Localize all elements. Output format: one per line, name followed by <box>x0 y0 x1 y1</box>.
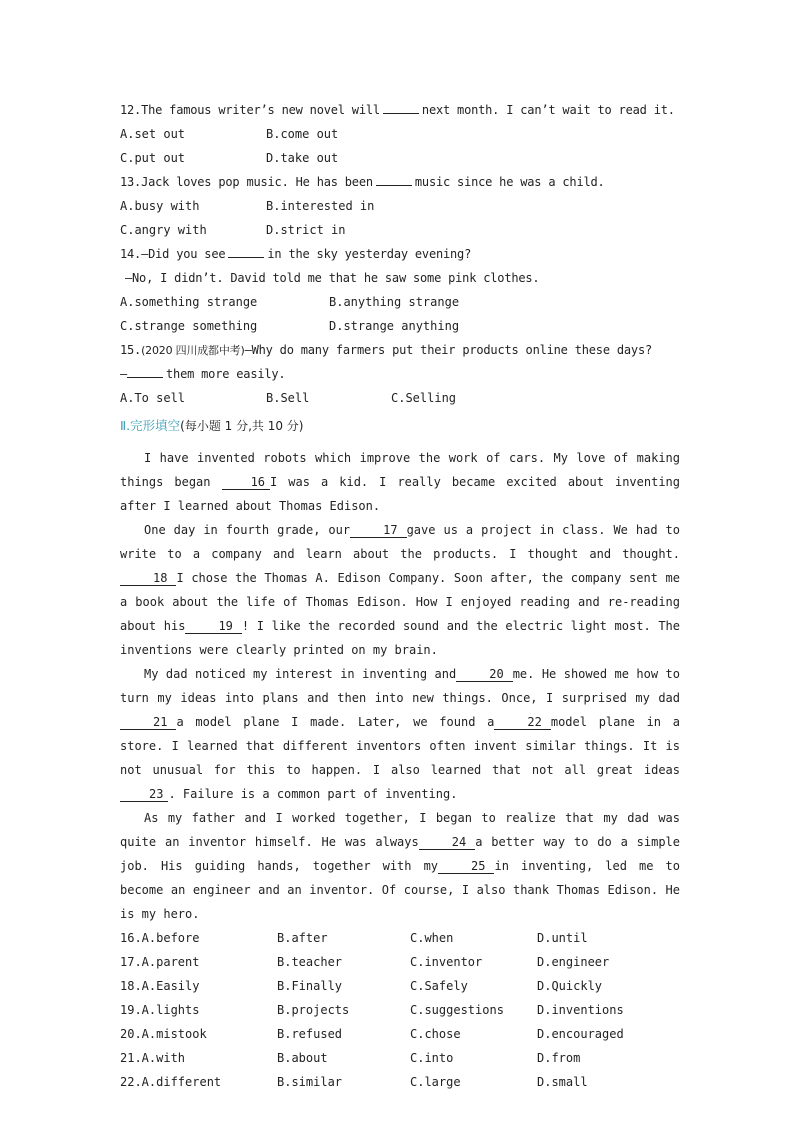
passage-paragraph-2: One day in fourth grade, our 17 gave us a project in class. We had to write to a company and learn about the products. I thought and thought.18 I chose the Thomas A. Edison Company. Soon after, the company sent me a book about the life of Thomas Edison. How I enjoyed reading and re-reading about his 19 ! I like the recorded sound and the electric light most. The inventions were clearly printed on my brain. <box>120 523 681 657</box>
choice: D.small <box>537 1075 588 1089</box>
option: C.strange something <box>120 319 258 333</box>
choice: 21.A.with <box>120 1051 186 1065</box>
section-title: Ⅱ.完形填空 <box>120 418 181 433</box>
section-heading <box>120 414 680 438</box>
answer-blank <box>376 171 412 186</box>
passage-paragraph-3: My dad noticed my interest in inventing and 20 me. He showed me how to turn my ideas into plans and then into new things. Once, I surprised my dad21 a model plane I made. Later, we found a 22 model plane in a store. I learned that different inventors often invent similar things. It is not unusual for this to happen. I also learned that not all great ideas23 . Failure is a common part of inventing. <box>120 667 681 801</box>
options-row <box>120 386 680 410</box>
source-label: (2020 四川成都中考) <box>141 344 245 357</box>
question-14-reply: —No, I didn’t. David told me that he saw some pink clothes. <box>125 271 540 285</box>
choice: C.when <box>410 931 454 945</box>
choice: D.Quickly <box>537 979 603 993</box>
choices-grid <box>120 926 680 1094</box>
passage-paragraph-1: I have invented robots which improve the work of cars. My love of making things began 16 I was a kid. I really became excited about inventing after I learned about Thomas Edison. <box>120 451 680 513</box>
choice: D.inventions <box>537 1003 624 1017</box>
option: B.interested in <box>266 199 375 213</box>
option: D.strict in <box>266 223 346 237</box>
choice: C.inventor <box>410 955 483 969</box>
choice: D.until <box>537 931 588 945</box>
answer-blank <box>228 243 264 258</box>
worksheet-page <box>120 98 680 1094</box>
choice: 16.A.before <box>120 931 200 945</box>
answer-blank <box>383 99 419 114</box>
blank-17: 17 <box>350 523 406 538</box>
question-15-line2: — them more easily. <box>120 362 680 386</box>
choice: B.about <box>277 1051 328 1065</box>
question-14: 14.—Did you see in the sky yesterday evening? <box>120 242 680 266</box>
options-row <box>120 314 680 338</box>
blank-23: 23 <box>120 787 168 802</box>
question-12: 12.The famous writer’s new novel will next month. I can’t wait to read it. <box>120 98 680 122</box>
blank-20: 20 <box>456 667 512 682</box>
choice: D.engineer <box>537 955 610 969</box>
options-row <box>120 218 680 242</box>
section-note: (每小题 1 分,共 10 分) <box>180 419 304 433</box>
blank-18: 18 <box>120 571 176 586</box>
question-15: 15.(2020 四川成都中考)—Why do many farmers put their products online these days? <box>120 343 652 357</box>
blank-25: 25 <box>438 859 494 874</box>
choice: 18.A.Easily <box>120 979 200 993</box>
options-row <box>120 122 680 146</box>
option: A.something strange <box>120 295 258 309</box>
blank-19: 19 <box>185 619 241 634</box>
choice: 17.A.parent <box>120 955 200 969</box>
option: B.come out <box>266 127 339 141</box>
choice: B.similar <box>277 1075 343 1089</box>
choice: B.refused <box>277 1027 343 1041</box>
choice: B.teacher <box>277 955 343 969</box>
blank-24: 24 <box>419 835 475 850</box>
answer-blank <box>127 363 163 378</box>
choice: C.chose <box>410 1027 461 1041</box>
option: C.angry with <box>120 223 207 237</box>
option: D.strange anything <box>329 319 460 333</box>
choice: B.Finally <box>277 979 343 993</box>
options-row <box>120 194 680 218</box>
choice: 20.A.mistook <box>120 1027 207 1041</box>
option: B.Sell <box>266 391 310 405</box>
choice: 22.A.different <box>120 1075 222 1089</box>
option: A.set out <box>120 127 186 141</box>
blank-22: 22 <box>494 715 550 730</box>
choice: 19.A.lights <box>120 1003 200 1017</box>
question-13: 13.Jack loves pop music. He has been music since he was a child. <box>120 170 680 194</box>
choice: C.large <box>410 1075 461 1089</box>
blank-16: 16 <box>222 475 270 490</box>
choice: B.projects <box>277 1003 350 1017</box>
choice: D.encouraged <box>537 1027 624 1041</box>
options-row <box>120 290 680 314</box>
option: D.take out <box>266 151 339 165</box>
passage-paragraph-4: As my father and I worked together, I began to realize that my dad was quite an inventor himself. He was always 24 a better way to do a simple job. His guiding hands, together with my 25 in inventing, led me to become an engineer and an inventor. Of course, I also thank Thomas Edison. He is my hero. <box>120 811 681 921</box>
option: A.To sell <box>120 391 186 405</box>
options-row <box>120 146 680 170</box>
option: C.Selling <box>391 391 457 405</box>
option: C.put out <box>120 151 186 165</box>
choice: C.suggestions <box>410 1003 504 1017</box>
option: B.anything strange <box>329 295 460 309</box>
option: A.busy with <box>120 199 200 213</box>
choice: C.into <box>410 1051 454 1065</box>
blank-21: 21 <box>120 715 176 730</box>
choice: C.Safely <box>410 979 468 993</box>
choice: B.after <box>277 931 328 945</box>
choice: D.from <box>537 1051 581 1065</box>
